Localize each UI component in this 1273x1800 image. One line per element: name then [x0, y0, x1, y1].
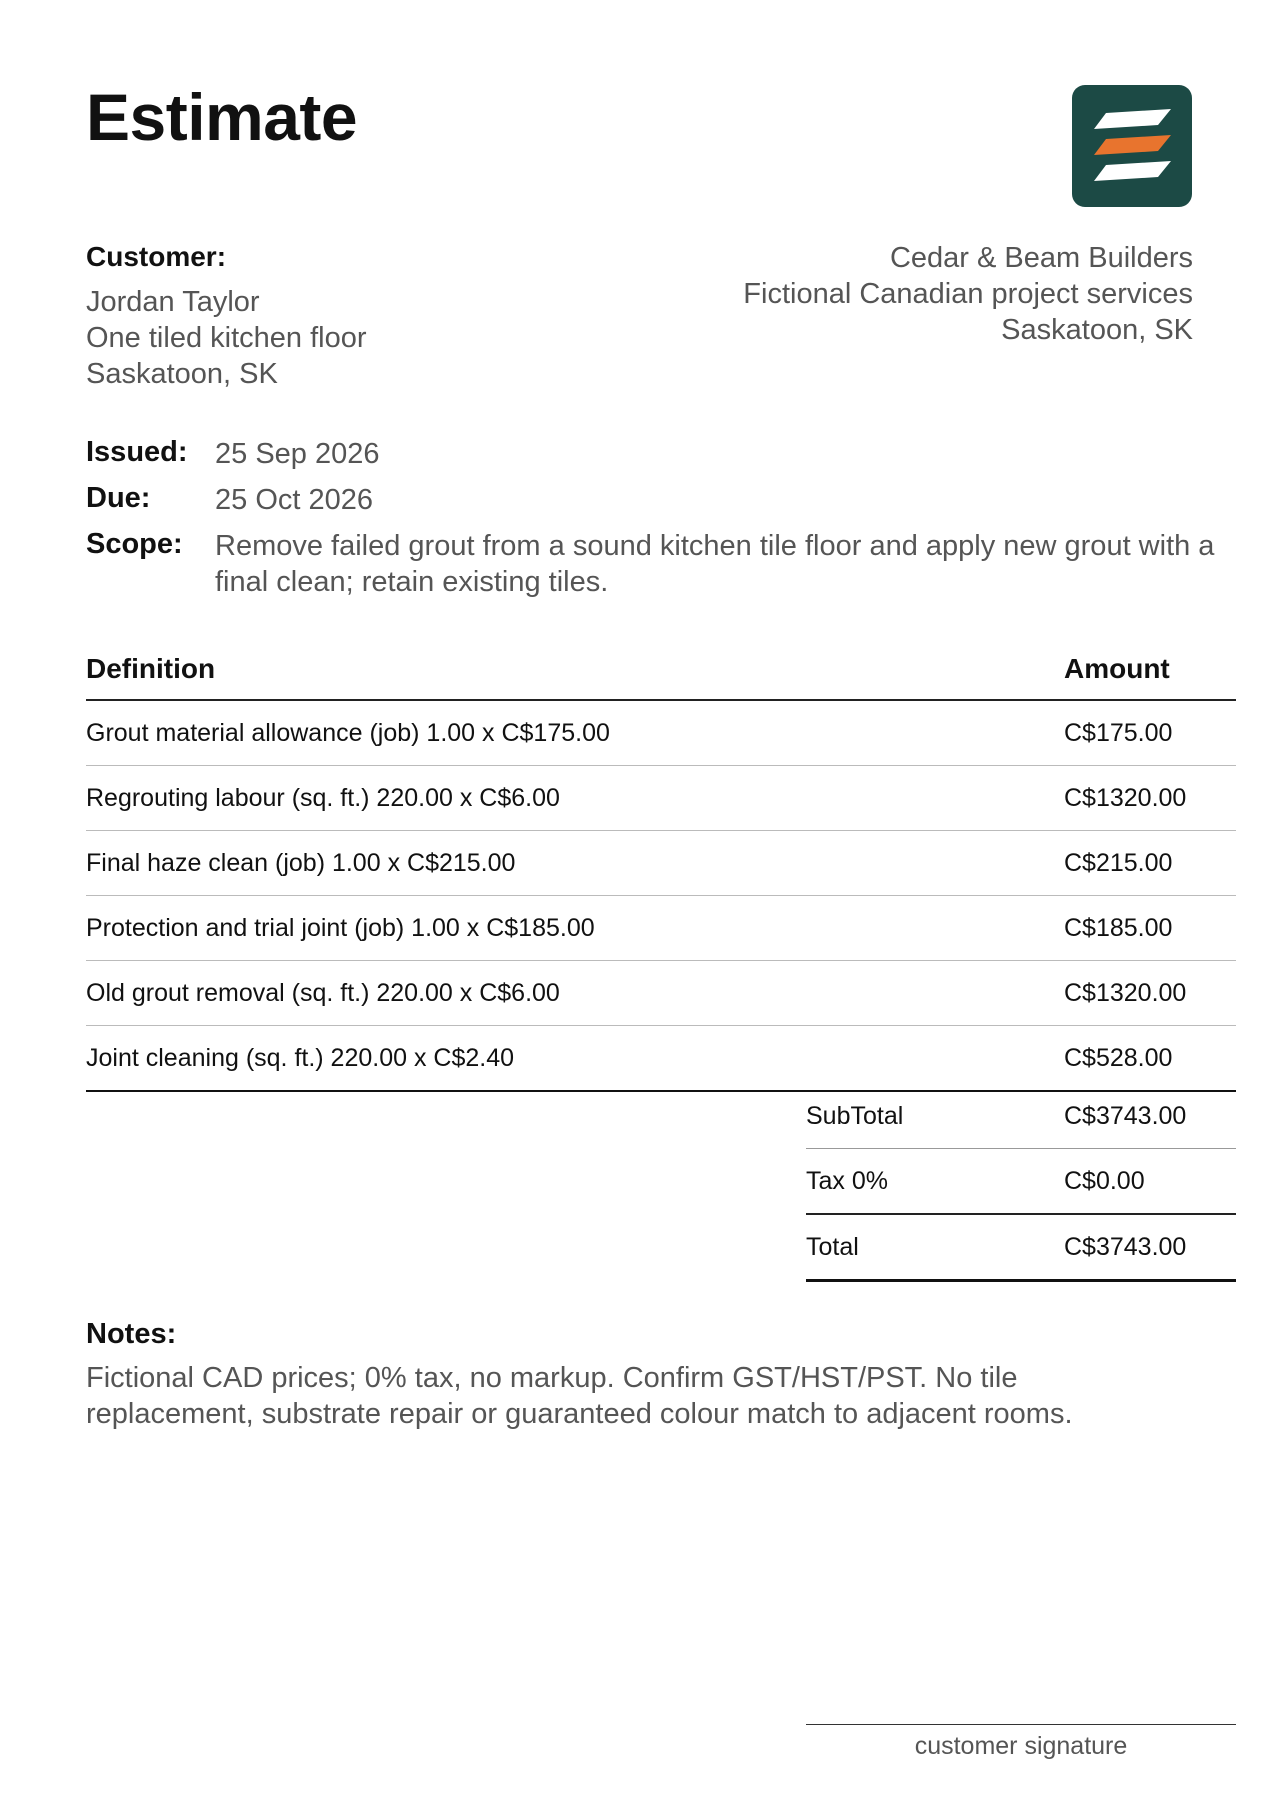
table-row: [86, 831, 1236, 896]
customer-location: Saskatoon, SK: [86, 358, 278, 390]
row-amount: C$175.00: [1064, 700, 1236, 766]
issued-date: 25 Sep 2026: [215, 438, 380, 470]
table-row: [86, 896, 1236, 961]
due-date: 25 Oct 2026: [215, 484, 373, 516]
signature-label: customer signature: [914, 1732, 1128, 1760]
company-location: Saskatoon, SK: [1001, 314, 1193, 346]
scope-label: Scope:: [86, 528, 183, 560]
table-row: [86, 961, 1236, 1026]
table-row: [86, 700, 1236, 766]
customer-label: Customer:: [86, 241, 227, 272]
subtotal-value: C$3743.00: [1064, 1084, 1236, 1149]
total-row: [806, 1214, 1236, 1281]
table-header-row: [86, 653, 1236, 700]
row-amount: C$185.00: [1064, 896, 1236, 961]
notes-text: Fictional CAD prices; 0% tax, no markup. Confirm GST/HST/PST. No tile replacement, substrate repair or guaranteed colour match to adjacent rooms.: [86, 1362, 1073, 1430]
estimate-meta: [86, 436, 1216, 610]
definition-header: Definition: [86, 653, 1064, 700]
tax-value: C$0.00: [1064, 1149, 1236, 1215]
row-definition: Joint cleaning (sq. ft.) 220.00 x C$2.40: [86, 1026, 1064, 1092]
customer-details: [86, 284, 366, 392]
customer-name: Jordan Taylor: [86, 286, 260, 318]
row-amount: C$528.00: [1064, 1026, 1236, 1092]
company-details: [743, 240, 1193, 348]
due-label: Due:: [86, 482, 151, 514]
table-row: [86, 1026, 1236, 1092]
issued-label: Issued:: [86, 436, 188, 468]
customer-project: One tiled kitchen floor: [86, 322, 367, 354]
line-items-table: [86, 653, 1236, 1092]
row-amount: C$1320.00: [1064, 961, 1236, 1026]
tax-row: [806, 1149, 1236, 1215]
subtotal-row: [806, 1084, 1236, 1149]
row-amount: C$215.00: [1064, 831, 1236, 896]
row-definition: Protection and trial joint (job) 1.00 x C$185.00: [86, 896, 1064, 961]
notes-label: Notes:: [86, 1318, 177, 1350]
company-name: Cedar & Beam Builders: [889, 242, 1193, 274]
amount-header: Amount: [1064, 653, 1236, 700]
tax-label: Tax 0%: [806, 1149, 1064, 1215]
row-amount: C$1320.00: [1064, 766, 1236, 831]
page-title: Estimate: [86, 80, 358, 154]
table-row: [86, 766, 1236, 831]
row-definition: Regrouting labour (sq. ft.) 220.00 x C$6.00: [86, 766, 1064, 831]
row-definition: Grout material allowance (job) 1.00 x C$175.00: [86, 700, 1064, 766]
total-value: C$3743.00: [1064, 1214, 1236, 1281]
signature-line: [806, 1724, 1236, 1725]
totals-table: [806, 1084, 1236, 1282]
company-logo: [1072, 85, 1192, 207]
due-row: [86, 482, 1216, 518]
subtotal-label: SubTotal: [806, 1084, 1064, 1149]
scope-text: Remove failed grout from a sound kitchen tile floor and apply new grout with a final clean; retain existing tiles.: [215, 530, 1215, 598]
scope-row: [86, 528, 1216, 600]
total-label: Total: [806, 1214, 1064, 1281]
row-definition: Old grout removal (sq. ft.) 220.00 x C$6.00: [86, 961, 1064, 1026]
row-definition: Final haze clean (job) 1.00 x C$215.00: [86, 831, 1064, 896]
company-tagline: Fictional Canadian project services: [743, 278, 1193, 310]
issued-row: [86, 436, 1216, 472]
